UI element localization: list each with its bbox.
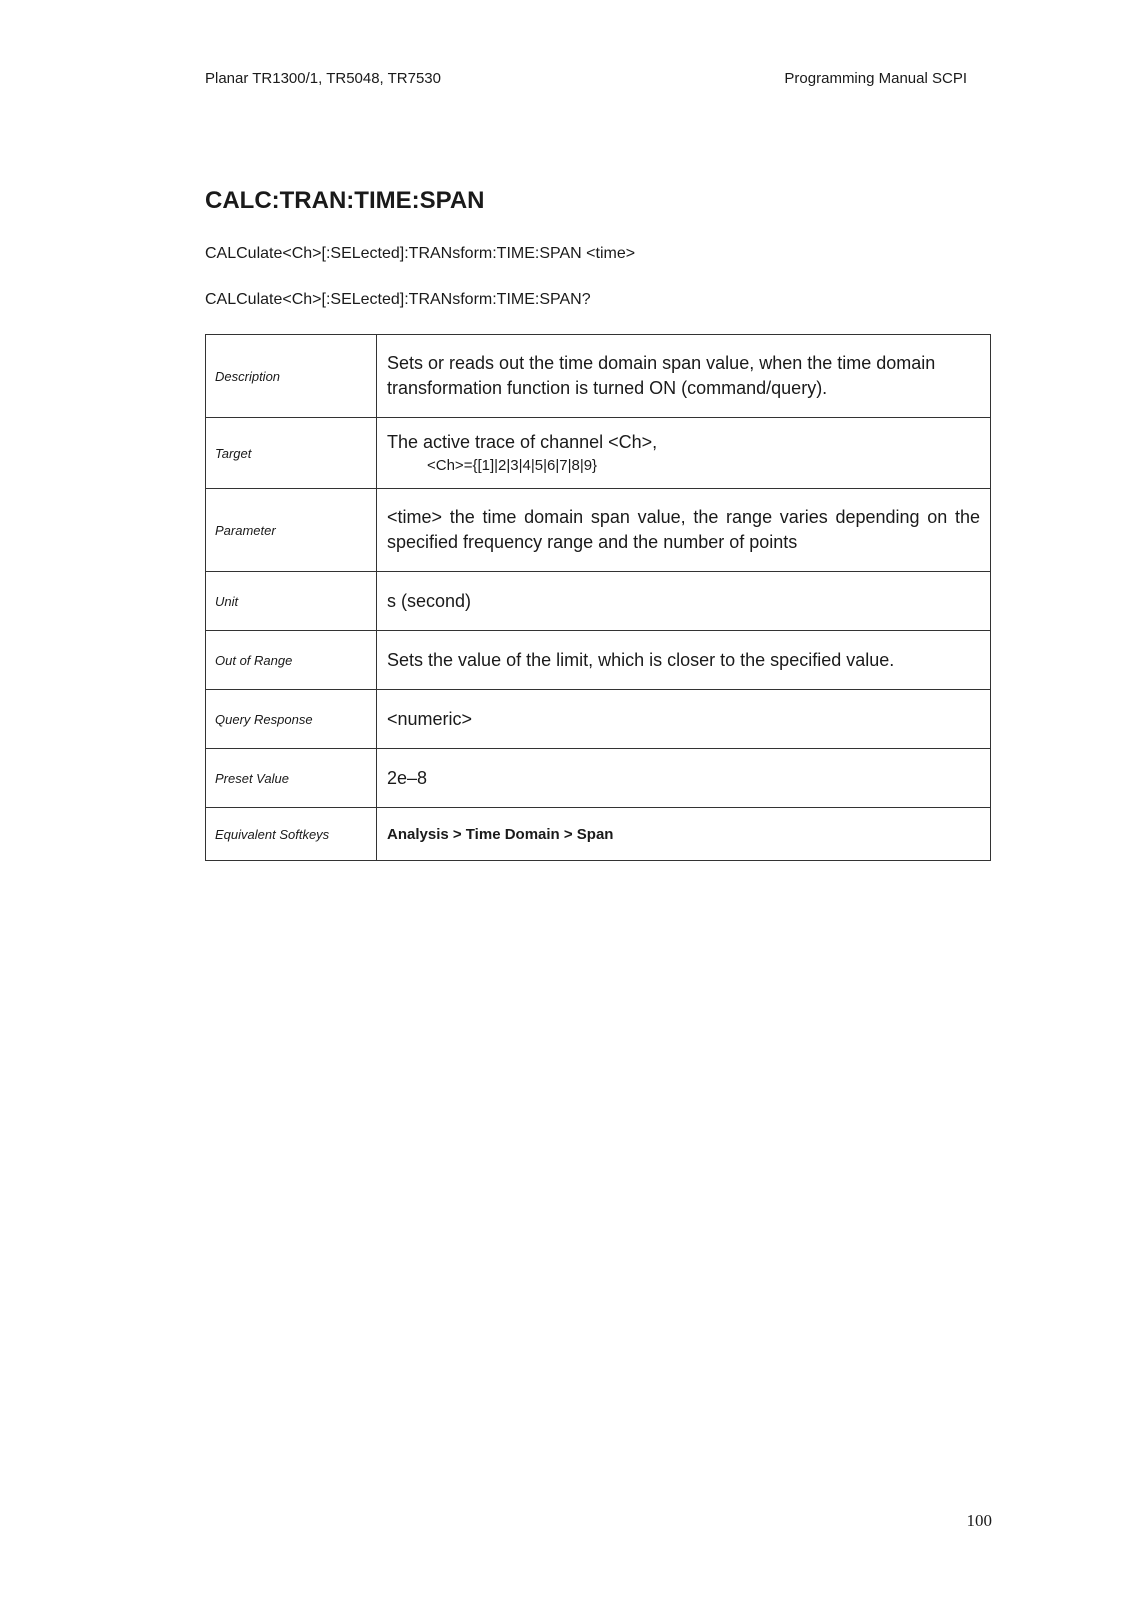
row-value: 2e–8	[377, 749, 991, 808]
row-value: Sets the value of the limit, which is closer to the specified value.	[377, 631, 991, 690]
running-header-product: Planar TR1300/1, TR5048, TR7530	[205, 70, 441, 87]
command-syntax-set: CALCulate<Ch>[:SELected]:TRANsform:TIME:SPAN <time>	[205, 245, 636, 262]
row-label: Out of Range	[206, 631, 377, 690]
command-syntax-query: CALCulate<Ch>[:SELected]:TRANsform:TIME:SPAN?	[205, 291, 591, 308]
command-properties-table	[205, 334, 991, 861]
row-value: <time> the time domain span value, the range varies depending on the specified frequency range and the number of points	[377, 489, 991, 572]
table-row-equivalent-softkeys	[206, 808, 991, 861]
row-value: The active trace of channel <Ch>,	[387, 431, 658, 452]
row-value: <numeric>	[377, 690, 991, 749]
table-row-unit	[206, 572, 991, 631]
row-label: Query Response	[206, 690, 377, 749]
table-row-parameter	[206, 489, 991, 572]
table-row-target	[206, 418, 991, 489]
row-label: Unit	[206, 572, 377, 631]
row-label: Target	[206, 418, 377, 489]
page-number: 100	[966, 1511, 992, 1530]
row-label: Equivalent Softkeys	[206, 808, 377, 861]
table-row-description	[206, 335, 991, 418]
row-value: Sets or reads out the time domain span value, when the time domain transformation function is turned ON (command/query).	[377, 335, 991, 418]
row-value: Analysis > Time Domain > Span	[377, 808, 991, 861]
table-row-query-response	[206, 690, 991, 749]
table-row-preset-value	[206, 749, 991, 808]
command-title: CALC:TRAN:TIME:SPAN	[205, 187, 485, 214]
running-header-manual: Programming Manual SCPI	[784, 70, 967, 87]
row-value-detail: <Ch>={[1]|2|3|4|5|6|7|8|9}	[427, 456, 598, 474]
row-label: Description	[206, 335, 377, 418]
row-value: s (second)	[377, 572, 991, 631]
table-row-out-of-range	[206, 631, 991, 690]
row-label: Parameter	[206, 489, 377, 572]
row-label: Preset Value	[206, 749, 377, 808]
row-value-cell	[377, 418, 991, 489]
